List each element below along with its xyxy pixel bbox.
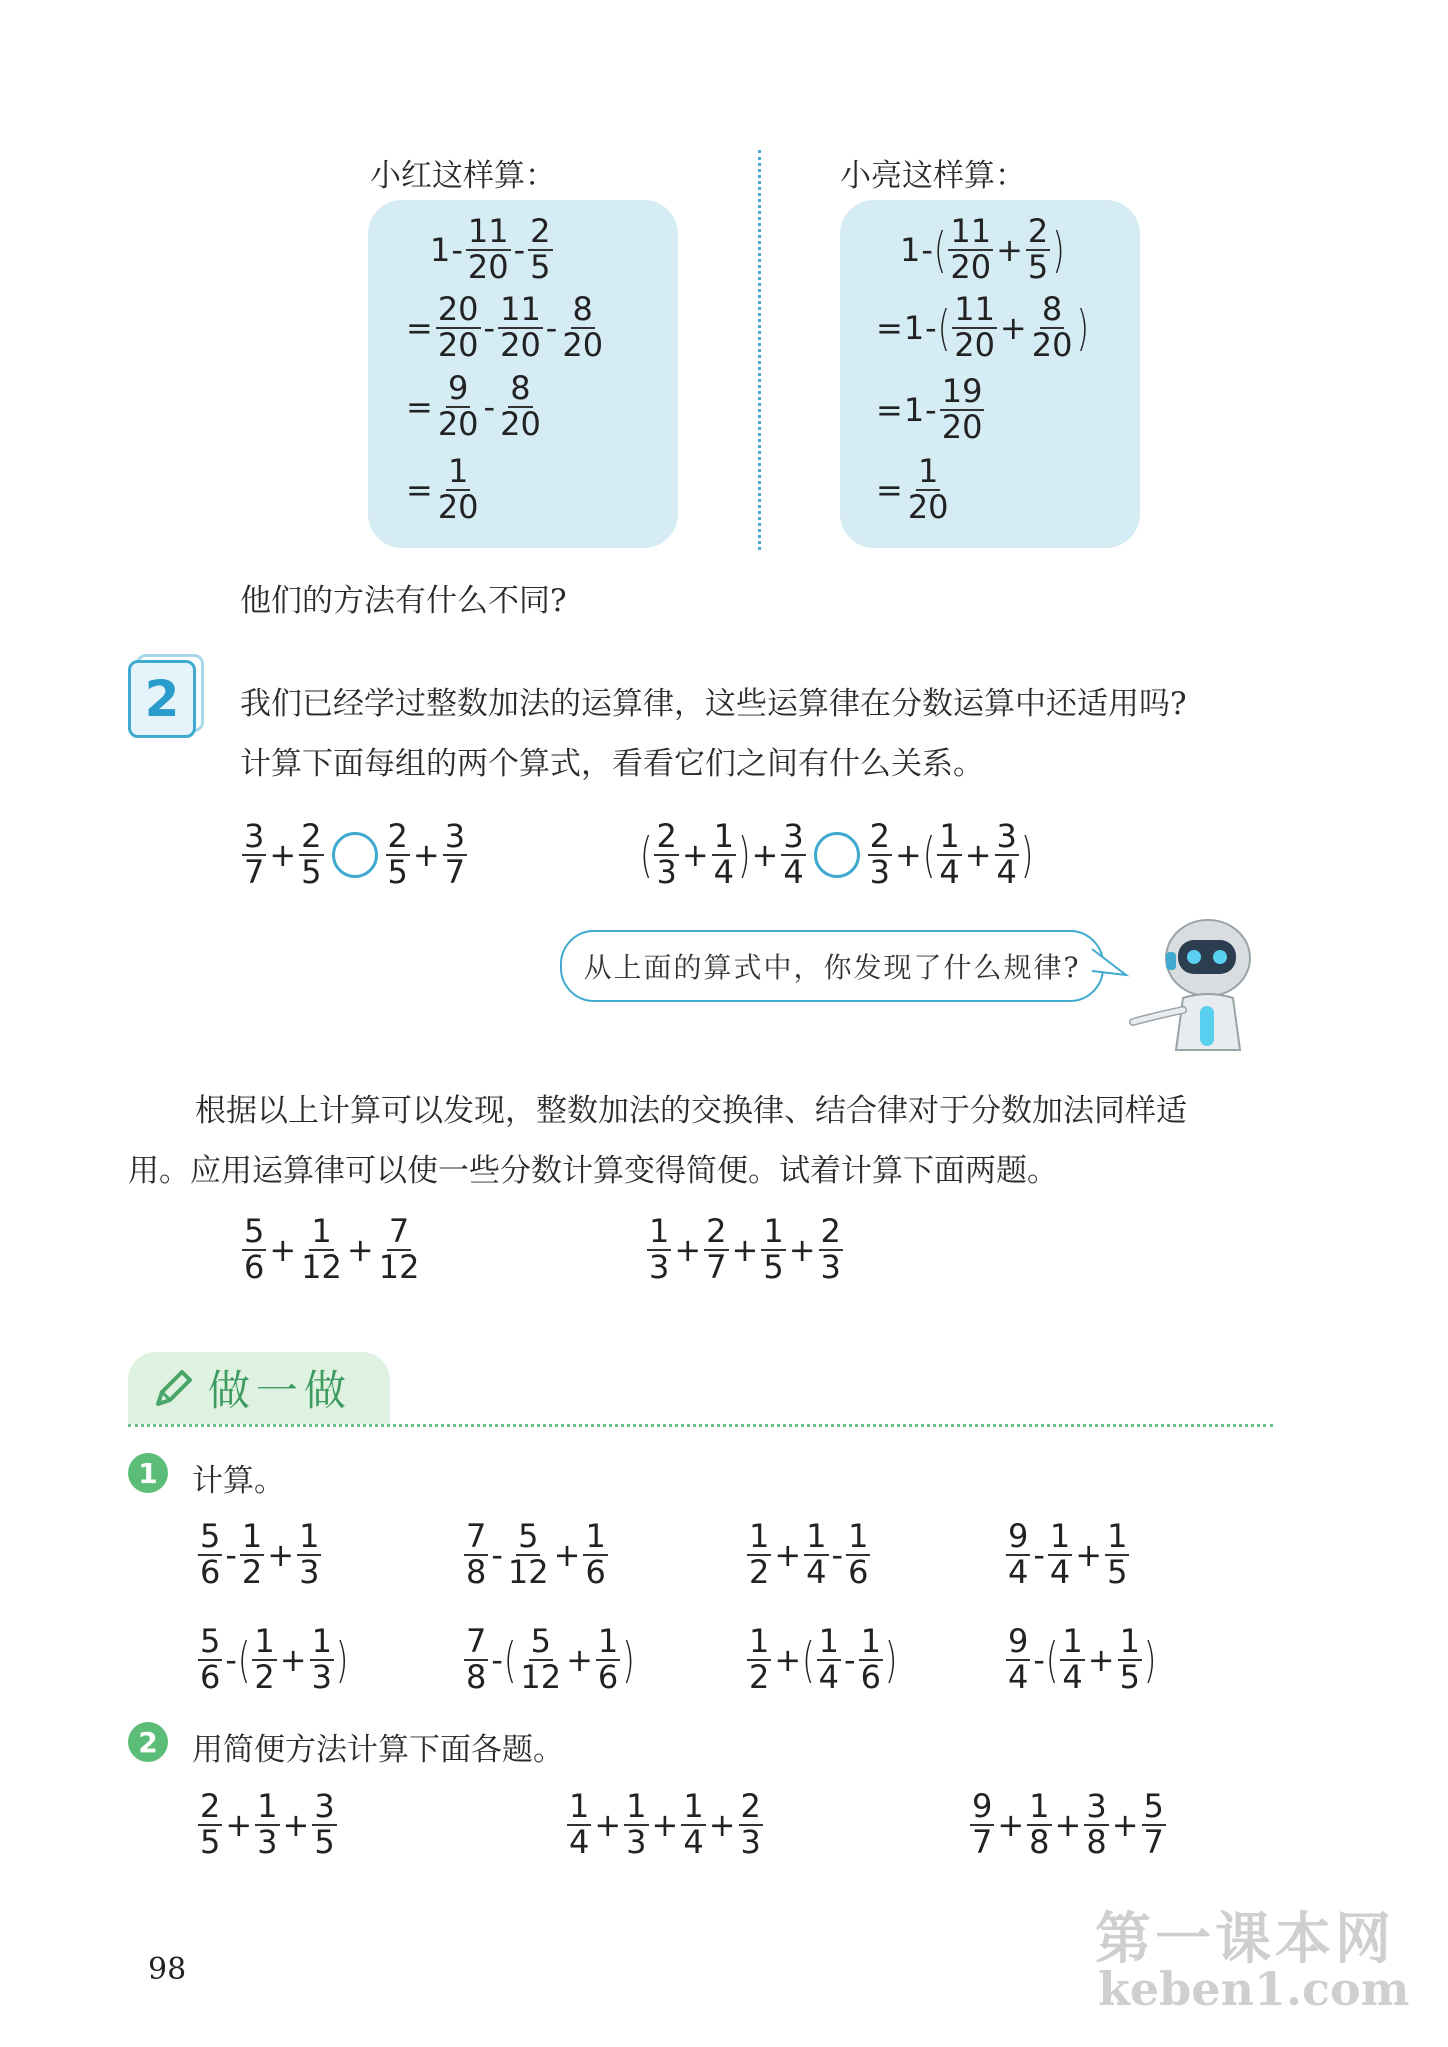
- q1-row2-expr-3: 1 2 + ( 1 4 - 1 6 ): [749, 1622, 898, 1696]
- pencil-icon: [150, 1364, 198, 1412]
- compare-circle-left[interactable]: [332, 832, 378, 878]
- paragraph-line-1: 根据以上计算可以发现，整数加法的交换律、结合律对于分数加法同样适: [195, 1093, 1187, 1129]
- q1-row2-expr-2: 7 8 - ( 5 12 + $\frac{1}{6}$ ): [466, 1622, 635, 1696]
- q1-row1-expr-1: 5 6 - 1 2 + $\frac{1}{3}$: [200, 1517, 320, 1591]
- q2-expr-2: 1 4 + $\frac{1}{3}$ + $\frac{1}{4}$ + $\frac{2}{3}$: [569, 1787, 761, 1861]
- q2-expr-1: 2 5 + $\frac{1}{3}$ + $\frac{3}{5}$: [200, 1787, 335, 1861]
- xiaohong-line-3: = $\frac{9}{20}$ - 8 20: [406, 369, 541, 443]
- practice-heading: 做一做: [208, 1366, 353, 1415]
- compare-left: 3 7 + $\frac{2}{5}$ 2 5 + $\frac{3}{7}$: [244, 817, 466, 891]
- q1-row2-expr-1: 5 6 - ( 1 2 + $\frac{1}{3}$ ): [200, 1622, 349, 1696]
- speech-bubble-tail: [1090, 945, 1130, 985]
- robot-speech-text: 从上面的算式中，你发现了什么规律?: [583, 951, 1081, 984]
- example-2-line-2: 计算下面每组的两个算式，看看它们之间有什么关系。: [240, 746, 984, 782]
- watermark-en: keben1.com: [1098, 1962, 1410, 2016]
- xiaoliang-line-4: = $\frac{1}{20}$: [876, 452, 949, 526]
- xiaohong-line-4: = $\frac{1}{20}$: [406, 452, 479, 526]
- q2-expr-3: 9 7 + $\frac{1}{8}$ + $\frac{3}{8}$ + $\frac{5}{7}$: [972, 1787, 1164, 1861]
- xiaohong-line-1: 1 - 11 20 - 2 5: [430, 212, 551, 286]
- try-expression-2: 1 3 + $\frac{2}{7}$ + $\frac{1}{5}$ + $\frac{2}{3}$: [649, 1212, 841, 1286]
- question-2-label: 用简便方法计算下面各题。: [192, 1732, 564, 1768]
- q1-row1-expr-4: 9 4 - 1 4 + $\frac{1}{5}$: [1008, 1517, 1128, 1591]
- xiaoliang-line-1: 1 - ( 11 20 + $\frac{2}{5}$ ): [900, 212, 1065, 286]
- practice-header: [128, 1352, 390, 1424]
- xiaoliang-line-3: = 1 - 19 20: [876, 372, 983, 446]
- compare-circle-right[interactable]: [814, 832, 860, 878]
- robot-speech-bubble: [560, 930, 1104, 1002]
- divider: [758, 150, 761, 550]
- q1-row2-expr-4: 9 4 - ( 1 4 + $\frac{1}{5}$ ): [1008, 1622, 1157, 1696]
- watermark-cn: 第一课本网: [1095, 1906, 1395, 1972]
- compare-right: ( 2 3 + $\frac{1}{4}$ ) + $\frac{3}{4}$ 2 3 + ( 1 4 + $\frac{3}{4}$ ): [640, 817, 1034, 891]
- xiaoliang-line-2: = 1 - ( 11 20 + $\frac{8}{20}$ ): [876, 290, 1089, 364]
- practice-divider: [128, 1424, 1273, 1427]
- xiaohong-title: 小红这样算：: [370, 158, 556, 194]
- try-expression-1: 5 6 + $\frac{1}{12}$ + $\frac{7}{12}$: [244, 1212, 420, 1286]
- xiaoliang-title: 小亮这样算：: [840, 158, 1026, 194]
- question-1-label: 计算。: [192, 1463, 285, 1499]
- question-text: 他们的方法有什么不同?: [240, 583, 567, 619]
- robot-icon: [1128, 910, 1278, 1060]
- example-2-line-1: 我们已经学过整数加法的运算律，这些运算律在分数运算中还适用吗?: [240, 686, 1187, 722]
- q1-row1-expr-3: 1 2 + $\frac{1}{4}$ - 1 6: [749, 1517, 869, 1591]
- q1-row1-expr-2: 7 8 - 5 12 + $\frac{1}{6}$: [466, 1517, 606, 1591]
- example-2-badge: 2: [128, 660, 200, 732]
- question-2-badge: 2: [128, 1722, 168, 1762]
- xiaohong-line-2: = $\frac{20}{20}$ - 11 20 - 8 20: [406, 290, 604, 364]
- page-number: 98: [148, 1952, 187, 1987]
- question-1-badge: 1: [128, 1453, 168, 1493]
- paragraph-line-2: 用。应用运算律可以使一些分数计算变得简便。试着计算下面两题。: [128, 1153, 1058, 1189]
